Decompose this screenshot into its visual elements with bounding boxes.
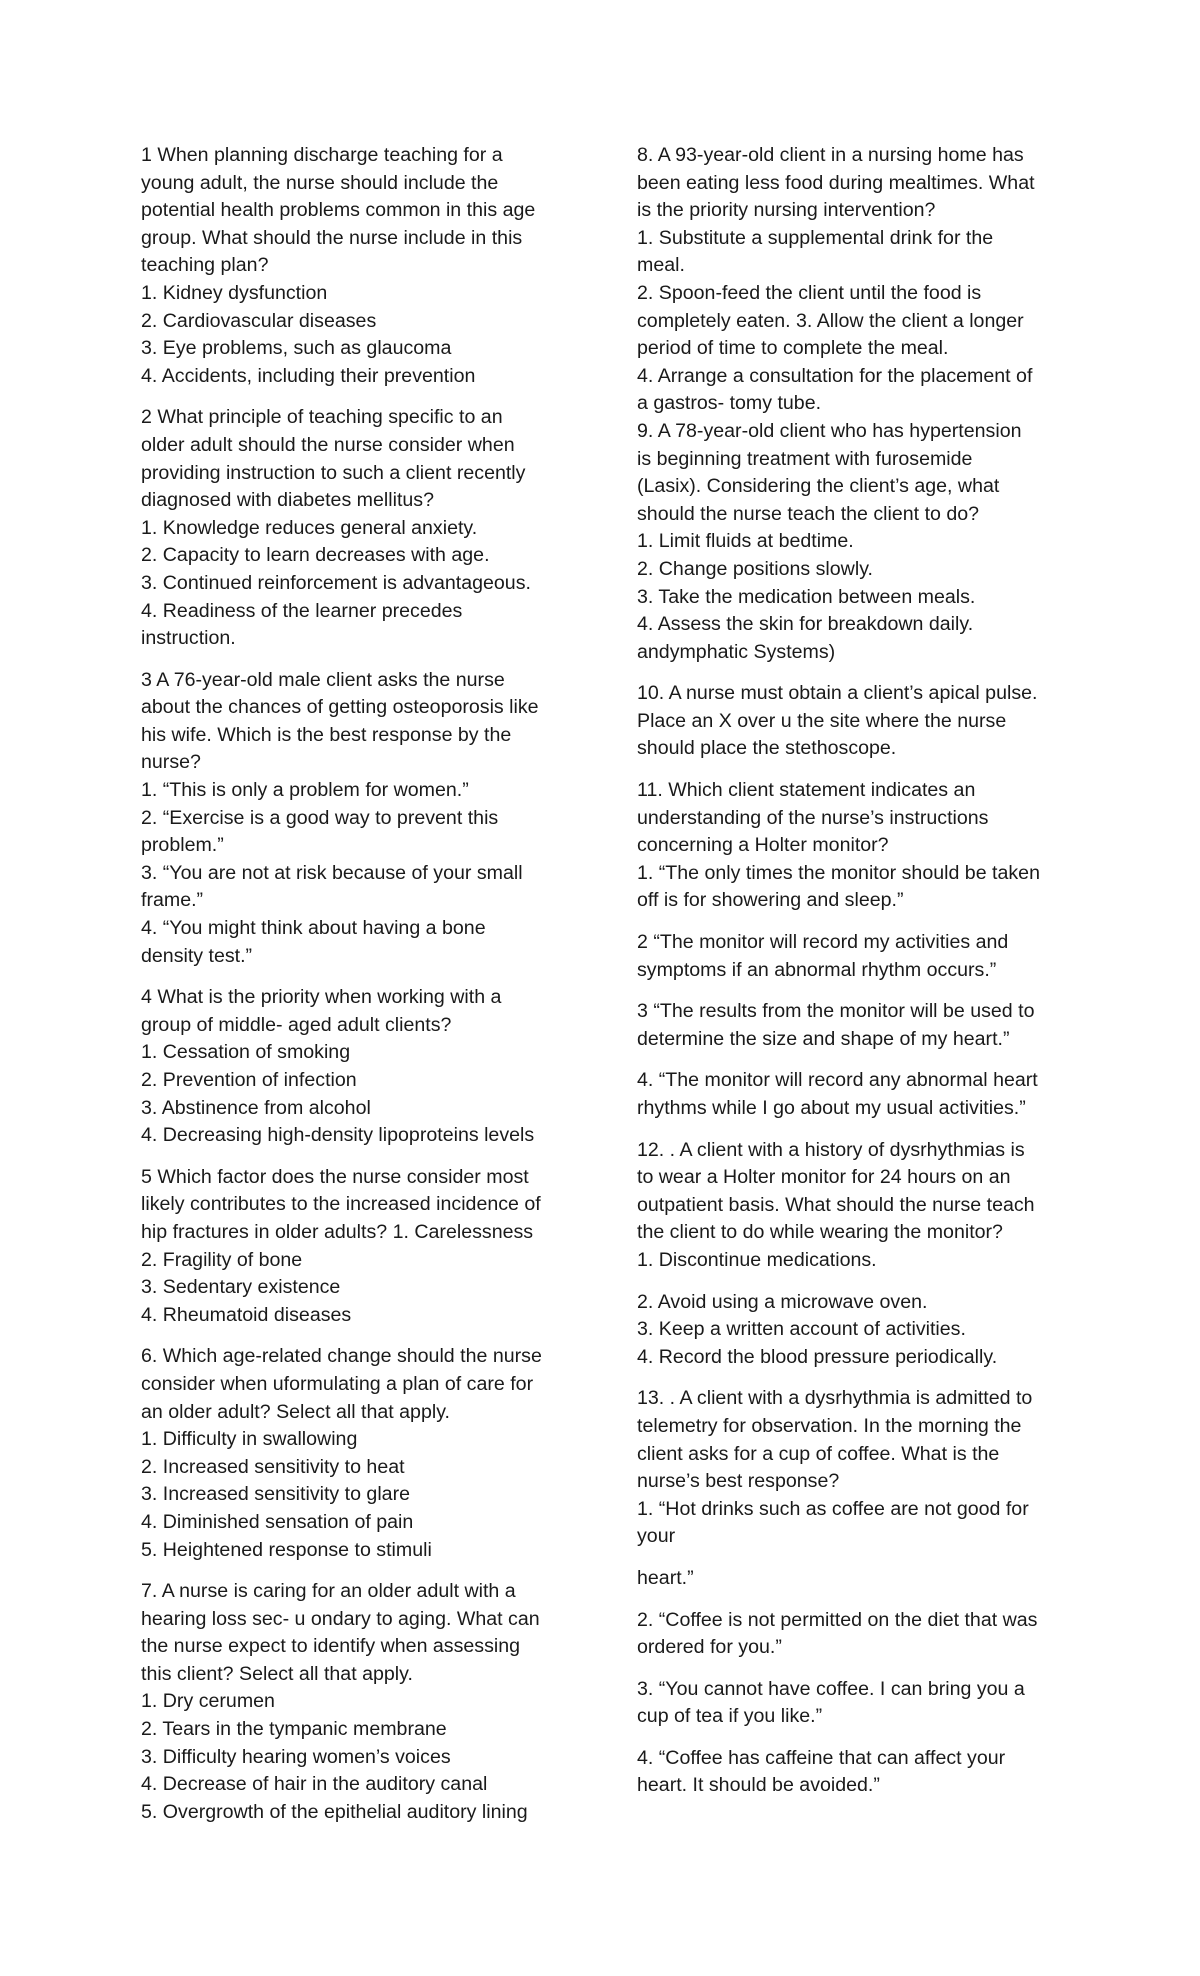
text-line: understanding of the nurse’s instructions [637, 806, 989, 829]
text-line: 13. . A client with a dysrhythmia is admitted to [637, 1387, 1033, 1410]
text-line: 2. Spoon-feed the client until the food is [637, 281, 982, 304]
question-paragraph [637, 1607, 1069, 1662]
text-line: 7. A nurse is caring for an older adult with a [141, 1580, 516, 1603]
text-line: problem.” [141, 834, 224, 857]
text-line: 3 “The results from the monitor will be used to [637, 1000, 1035, 1023]
question-paragraph [637, 418, 1069, 666]
text-line: 2 “The monitor will record my activities and [637, 931, 1009, 954]
text-line: Place an X over u the site where the nurse [637, 709, 1007, 732]
text-line: 12. . A client with a history of dysrhythmias is [637, 1138, 1025, 1161]
text-line: 1. “This is only a problem for women.” [141, 779, 469, 802]
text-line: the nurse expect to identify when assessing [141, 1635, 521, 1658]
question-paragraph [637, 929, 1069, 984]
text-line: should the nurse teach the client to do? [637, 502, 980, 525]
question-paragraph [141, 142, 581, 390]
text-line: 3. “You cannot have coffee. I can bring you a [637, 1677, 1025, 1700]
text-line: client asks for a cup of coffee. What is the [637, 1442, 1000, 1465]
question-paragraph [141, 984, 581, 1150]
text-line: potential health problems common in this age [141, 199, 536, 222]
question-paragraph [141, 404, 581, 652]
text-line: your [637, 1525, 676, 1548]
text-line: concerning a Holter monitor? [637, 834, 889, 857]
text-line: providing instruction to such a client recently [141, 461, 526, 484]
text-line: 2. “Coffee is not permitted on the diet that was [637, 1608, 1038, 1631]
text-line: outpatient basis. What should the nurse teach [637, 1193, 1035, 1216]
text-line: 2. Fragility of bone [141, 1248, 303, 1271]
text-line: hearing loss sec- u ondary to aging. What can [141, 1607, 540, 1630]
text-line: 2. Capacity to learn decreases with age. [141, 544, 490, 567]
text-line: 3. Increased sensitivity to glare [141, 1483, 411, 1506]
text-line: 1. Limit fluids at bedtime. [637, 530, 854, 553]
text-line: 1. Knowledge reduces general anxiety. [141, 516, 478, 539]
text-line: frame.” [141, 889, 204, 912]
text-line: likely contributes to the increased incidence of [141, 1193, 541, 1216]
text-line: 4. Accidents, including their prevention [141, 364, 476, 387]
text-line: 1. Cessation of smoking [141, 1041, 351, 1064]
text-line: an older adult? Select all that apply. [141, 1400, 450, 1423]
text-line: 2. Increased sensitivity to heat [141, 1455, 405, 1478]
text-line: 11. Which client statement indicates an [637, 779, 976, 802]
text-line: nurse? [141, 751, 201, 774]
right-column [637, 142, 1069, 1800]
text-line: a gastros- tomy tube. [637, 392, 822, 415]
text-line: (Lasix). Considering the client’s age, what [637, 475, 1000, 498]
text-line: 5. Overgrowth of the epithelial auditory lining [141, 1800, 528, 1823]
question-paragraph [141, 667, 581, 971]
text-line: diagnosed with diabetes mellitus? [141, 489, 434, 512]
text-line: 2. “Exercise is a good way to prevent this [141, 806, 499, 829]
question-paragraph [141, 1343, 581, 1564]
text-line: 1. Dry cerumen [141, 1690, 275, 1713]
text-line: 4. Readiness of the learner precedes [141, 599, 463, 622]
text-line: this client? Select all that apply. [141, 1662, 413, 1685]
text-line: 3. “You are not at risk because of your small [141, 861, 523, 884]
text-line: about the chances of getting osteoporosis like [141, 696, 539, 719]
text-line: 1. Difficulty in swallowing [141, 1428, 358, 1451]
question-paragraph [637, 1565, 1069, 1593]
text-line: 4. Decrease of hair in the auditory canal [141, 1773, 488, 1796]
text-line: 1. Substitute a supplemental drink for the [637, 226, 994, 249]
question-paragraph [141, 1164, 581, 1330]
text-line: should place the stethoscope. [637, 737, 897, 760]
text-line: 3. Continued reinforcement is advantageous. [141, 571, 531, 594]
text-line: 2. Prevention of infection [141, 1069, 357, 1091]
text-line: density test.” [141, 944, 253, 967]
question-paragraph [637, 1067, 1069, 1122]
text-line: 4. “Coffee has caffeine that can affect your [637, 1746, 1006, 1769]
text-line: 2. Change positions slowly. [637, 557, 873, 580]
text-line: 2 What principle of teaching specific to an [141, 406, 503, 429]
question-paragraph [637, 142, 1069, 418]
text-line: 2. Cardiovascular diseases [141, 309, 377, 332]
text-line: symptoms if an abnormal rhythm occurs.” [637, 958, 997, 981]
text-line: 2. Avoid using a microwave oven. [637, 1290, 928, 1313]
text-line: 4 What is the priority when working with a [141, 986, 502, 1009]
text-line: 3. Eye problems, such as glaucoma [141, 337, 452, 360]
text-line: 9. A 78-year-old client who has hypertension [637, 419, 1022, 442]
text-line: heart. It should be avoided.” [637, 1774, 880, 1797]
left-column [141, 142, 581, 1826]
question-paragraph [637, 1137, 1069, 1275]
text-line: 2. Tears in the tympanic membrane [141, 1718, 447, 1741]
text-line: 3. Difficulty hearing women’s voices [141, 1745, 451, 1768]
text-line: been eating less food during mealtimes. What [637, 171, 1035, 194]
text-line: 4. “You might think about having a bone [141, 917, 486, 940]
text-line: 4. Arrange a consultation for the placement of [637, 364, 1033, 387]
text-line: 4. Decreasing high-density lipoproteins levels [141, 1124, 535, 1147]
text-line: 3 A 76-year-old male client asks the nurse [141, 668, 505, 691]
text-line: 1. “Hot drinks such as coffee are not good for [637, 1497, 1029, 1520]
text-line: 4. Diminished sensation of pain [141, 1510, 414, 1533]
text-line: hip fractures in older adults? 1. Carelessness [141, 1220, 534, 1243]
text-line: is beginning treatment with furosemide [637, 447, 973, 470]
question-paragraph [141, 1578, 581, 1826]
text-line: 10. A nurse must obtain a client’s apical pulse. [637, 682, 1038, 705]
question-paragraph [637, 998, 1069, 1053]
text-line: nurse’s best response? [637, 1470, 840, 1493]
text-line: 1. Kidney dysfunction [141, 281, 328, 304]
text-line: instruction. [141, 627, 236, 650]
text-line: meal. [637, 254, 685, 277]
text-line: 1. “The only times the monitor should be taken [637, 861, 1040, 884]
text-line: 8. A 93-year-old client in a nursing home has [637, 144, 1024, 166]
text-line: the client to do while wearing the monitor? [637, 1221, 1003, 1244]
question-paragraph [637, 777, 1069, 915]
question-paragraph [637, 1289, 1069, 1372]
text-line: 6. Which age-related change should the nurse [141, 1345, 542, 1368]
text-line: off is for showering and sleep.” [637, 889, 904, 912]
text-line: determine the size and shape of my heart.” [637, 1027, 1010, 1050]
text-line: 3. Sedentary existence [141, 1276, 341, 1299]
text-line: cup of tea if you like.” [637, 1705, 823, 1728]
text-line: 3. Abstinence from alcohol [141, 1096, 371, 1119]
text-line: young adult, the nurse should include the [141, 171, 499, 194]
text-line: 3. Keep a written account of activities. [637, 1318, 966, 1341]
question-paragraph [637, 680, 1069, 763]
text-line: telemetry for observation. In the morning the [637, 1414, 1022, 1437]
text-line: 4. “The monitor will record any abnormal heart [637, 1069, 1038, 1092]
question-paragraph [637, 1745, 1069, 1800]
text-line: 5 Which factor does the nurse consider most [141, 1165, 529, 1188]
text-line: group. What should the nurse include in this [141, 226, 523, 249]
question-paragraph [637, 1676, 1069, 1731]
text-line: older adult should the nurse consider when [141, 433, 515, 456]
text-line: andymphatic Systems) [637, 640, 836, 663]
text-line: ordered for you.” [637, 1636, 782, 1659]
text-line: heart.” [637, 1566, 694, 1589]
text-line: 1. Discontinue medications. [637, 1248, 877, 1271]
text-line: is the priority nursing intervention? [637, 199, 936, 222]
text-line: 3. Take the medication between meals. [637, 585, 976, 608]
text-line: rhythms while I go about my usual activities.” [637, 1097, 1026, 1119]
text-line: to wear a Holter monitor for 24 hours on an [637, 1166, 1011, 1189]
text-line: 4. Rheumatoid diseases [141, 1303, 352, 1326]
question-paragraph [637, 1385, 1069, 1551]
text-line: 4. Assess the skin for breakdown daily. [637, 613, 974, 636]
text-line: his wife. Which is the best response by the [141, 723, 512, 746]
text-line: 5. Heightened response to stimuli [141, 1538, 432, 1561]
text-line: teaching plan? [141, 254, 269, 277]
text-line: 4. Record the blood pressure periodically. [637, 1345, 998, 1368]
text-line: 1 When planning discharge teaching for a [141, 144, 503, 166]
text-line: group of middle- aged adult clients? [141, 1013, 452, 1036]
text-line: completely eaten. 3. Allow the client a longer [637, 309, 1024, 332]
text-line: period of time to complete the meal. [637, 337, 949, 360]
text-line: consider when uformulating a plan of care for [141, 1372, 534, 1395]
